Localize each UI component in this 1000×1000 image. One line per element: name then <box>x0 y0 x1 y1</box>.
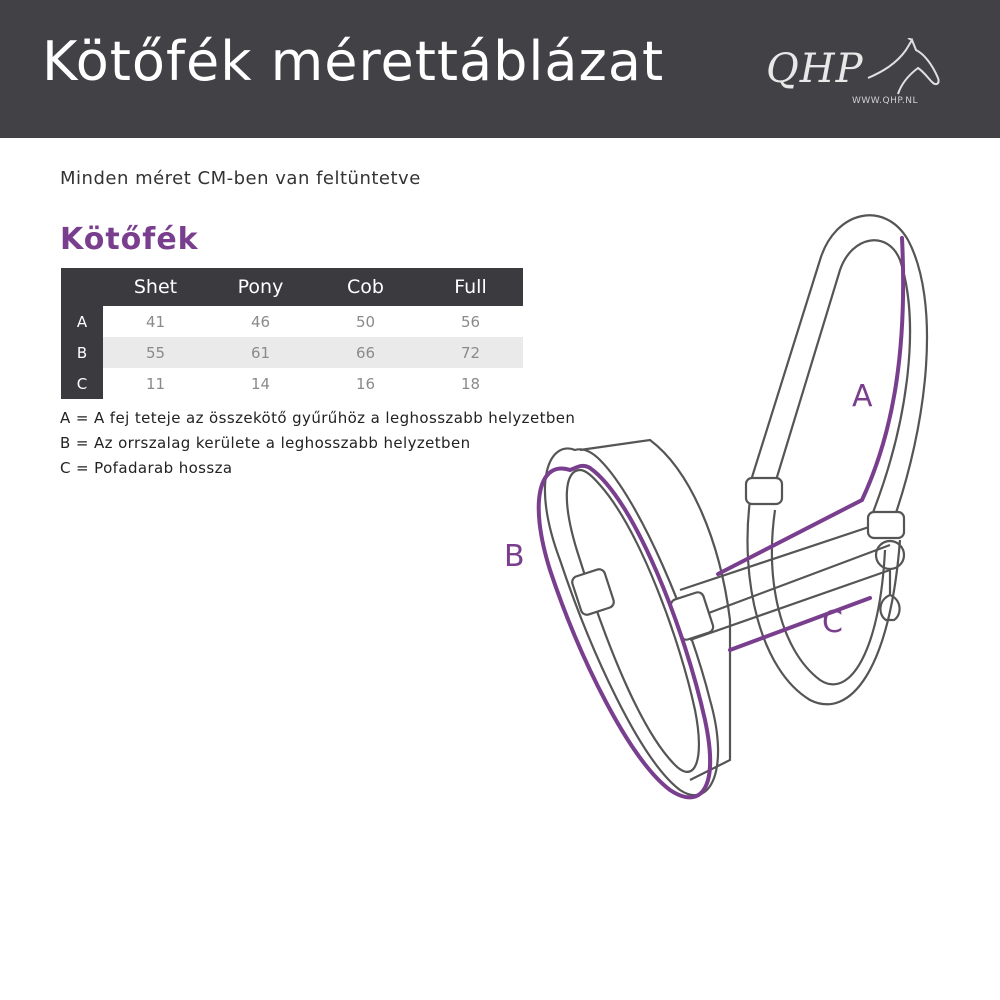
legend-item-c: C = Pofadarab hossza <box>60 459 233 477</box>
crown-strap-inner <box>770 240 910 520</box>
size-table <box>61 268 523 399</box>
diagram-label-a: A <box>852 379 873 414</box>
table-cell: 61 <box>208 337 313 368</box>
units-note: Minden méret CM-ben van feltüntetve <box>60 168 421 189</box>
table-row <box>61 368 523 399</box>
diagram-label-b: B <box>504 539 525 574</box>
table-cell: 41 <box>145 312 166 331</box>
table-cell: 66 <box>313 337 418 368</box>
table-header-row <box>61 268 523 306</box>
row-label: A <box>61 306 103 337</box>
logo-text: QHP <box>766 46 864 92</box>
horse-head-icon <box>862 38 946 102</box>
row-label: B <box>61 337 103 368</box>
table-cell: 55 <box>103 337 208 368</box>
table-row <box>61 306 523 337</box>
column-header: Full <box>418 268 523 306</box>
table-cell: 11 <box>145 374 166 393</box>
measure-line-c <box>730 598 870 650</box>
legend-item-b: B = Az orrszalag kerülete a leghosszabb helyzetben <box>60 434 471 452</box>
legend-item-a: A = A fej teteje az összekötő gyűrűhöz a leghosszabb helyzetben <box>60 409 576 427</box>
table-cell: 14 <box>250 374 271 393</box>
page-title: Kötőfék mérettáblázat <box>42 30 665 93</box>
column-header: Shet <box>103 268 208 306</box>
table-cell: 46 <box>250 312 271 331</box>
header-banner <box>0 0 1000 138</box>
column-header: Pony <box>208 268 313 306</box>
table-corner-cell <box>61 268 103 306</box>
halter-diagram <box>490 200 960 820</box>
section-title: Kötőfék <box>60 222 199 257</box>
table-cell: 50 <box>355 312 376 331</box>
table-cell: 72 <box>418 337 523 368</box>
table-cell: 18 <box>460 374 481 393</box>
connector-upper <box>746 478 782 504</box>
logo-url: WWW.QHP.NL <box>852 96 919 106</box>
diagram-label-c: C <box>822 605 843 640</box>
connector-right <box>868 512 904 538</box>
row-label: C <box>61 368 103 399</box>
table-cell: 56 <box>460 312 481 331</box>
qhp-logo <box>766 38 946 114</box>
column-header: Cob <box>313 268 418 306</box>
table-row <box>61 337 523 368</box>
table-cell: 16 <box>355 374 376 393</box>
